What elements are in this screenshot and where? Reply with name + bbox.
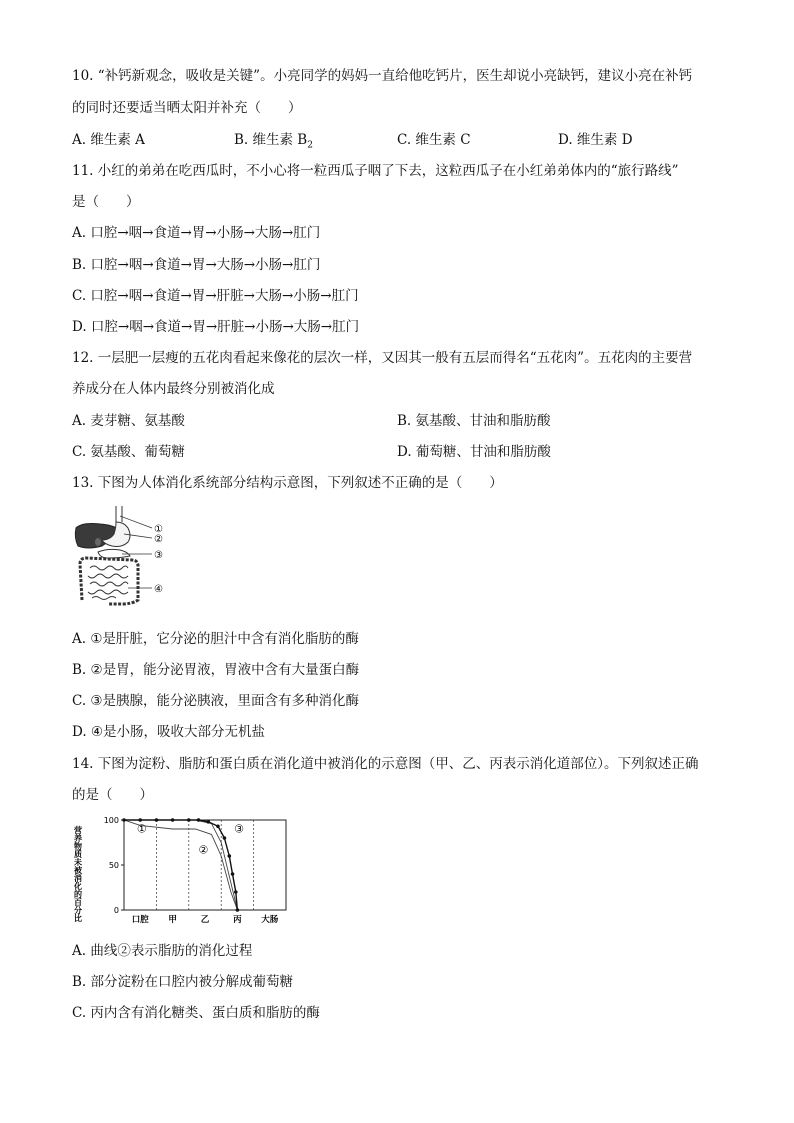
figure-label-4: ④ — [154, 584, 163, 595]
series-label-1: ① — [136, 822, 147, 836]
q10-line2: 的同时还要适当晒太阳并补充（ ） — [72, 100, 302, 116]
series-3-point — [187, 818, 191, 822]
y-axis-label: 营养物质未被消化的百分比 — [73, 826, 83, 922]
figure-label-2: ② — [154, 534, 163, 545]
q11-option-a: A. 口腔→咽→食道→胃→小肠→大肠→肛门 — [72, 225, 321, 241]
series-3-point — [197, 818, 201, 822]
y-tick-label: 50 — [108, 861, 119, 870]
q10-option-d: D. 维生素 D — [558, 132, 633, 148]
series-3-point — [216, 825, 220, 829]
series-3-point — [155, 818, 159, 822]
series-3-point — [122, 818, 126, 822]
x-tick-label: 大肠 — [261, 915, 279, 925]
q13-line1: 13. 下图为人体消化系统部分结构示意图，下列叙述不正确的是（ ） — [72, 475, 503, 491]
q11-option-c: C. 口腔→咽→食道→胃→肝脏→大肠→小肠→肛门 — [72, 288, 359, 304]
digestion-chart — [72, 812, 294, 930]
x-tick-label: 甲 — [168, 915, 177, 925]
x-tick-label: 丙 — [233, 915, 242, 925]
series-3-point — [234, 890, 238, 894]
y-tick-label: 100 — [103, 816, 119, 825]
series-3-point — [171, 818, 175, 822]
digestive-system-figure — [72, 504, 172, 606]
series-3-point — [228, 854, 232, 858]
q13-option-c: C. ③是胰腺，能分泌胰液，里面含有多种消化酶 — [72, 693, 360, 709]
series-label-2: ② — [198, 843, 209, 857]
y-tick-label: 0 — [113, 906, 119, 915]
q11-option-b: B. 口腔→咽→食道→胃→大肠→小肠→肛门 — [72, 257, 321, 273]
q11-line1: 11. 小红的弟弟在吃西瓜时，不小心将一粒西瓜子咽了下去，这粒西瓜子在小红弟弟体内的“旅行路线” — [72, 163, 679, 179]
q10-option-c: C. 维生素 C — [397, 132, 471, 148]
figure-label-1: ① — [154, 524, 163, 535]
series-3-point — [231, 872, 235, 876]
series-3-point — [223, 836, 227, 840]
series-3-point — [236, 908, 240, 912]
q10-option-b: B. 维生素 $B_2$ — [234, 132, 313, 151]
q12-line1: 12. 一层肥一层瘦的五花肉看起来像花的层次一样，又因其一般有五层而得名“五花肉”。五花肉的主要营 — [72, 350, 693, 366]
q14-line2: 的是（ ） — [72, 787, 153, 803]
plot-frame — [124, 820, 286, 910]
q11-option-d: D. 口腔→咽→食道→胃→肝脏→小肠→大肠→肛门 — [72, 319, 360, 335]
q12-line2: 养成分在人体内最终分别被消化成 — [72, 381, 275, 397]
q12-option-a: A. 麦芽糖、氨基酸 — [72, 413, 185, 429]
q10-line1: 10. “补钙新观念，吸收是关键”。小亮同学的妈妈一直给他吃钙片，医生却说小亮缺钙，建议小亮在补钙 — [72, 68, 693, 84]
x-tick-label: 乙 — [200, 915, 210, 925]
q12-option-c: C. 氨基酸、葡萄糖 — [72, 444, 185, 460]
q12-option-d: D. 葡萄糖、甘油和脂肪酸 — [397, 444, 551, 460]
q12-option-b: B. 氨基酸、甘油和脂肪酸 — [397, 413, 551, 429]
series-3-point — [206, 820, 210, 824]
q14-line1: 14. 下图为淀粉、脂肪和蛋白质在消化道中被消化的示意图（甲、乙、丙表示消化道部位）。下列叙述正确 — [72, 756, 699, 772]
b-subscript: 2 — [307, 140, 313, 151]
series-3-point — [138, 818, 142, 822]
small-intestine-shape — [88, 566, 128, 600]
q11-line2: 是（ ） — [72, 194, 140, 210]
q13-option-d: D. ④是小肠，吸收大部分无机盐 — [72, 724, 266, 740]
q13-option-a: A. ①是肝脏，它分泌的胆汁中含有消化脂肪的酶 — [72, 631, 359, 647]
q13-option-b: B. ②是胃，能分泌胃液，胃液中含有大量蛋白酶 — [72, 662, 360, 678]
q14-option-b: B. 部分淀粉在口腔内被分解成葡萄糖 — [72, 974, 294, 990]
series-label-3: ③ — [234, 822, 244, 836]
q10-option-a: A. 维生素 A — [72, 132, 145, 148]
figure-label-3: ③ — [154, 550, 163, 561]
q14-option-c: C. 丙内含有消化糖类、蛋白质和脂肪的酶 — [72, 1005, 320, 1021]
x-tick-label: 口腔 — [131, 915, 149, 925]
q14-option-a: A. 曲线②表示脂肪的消化过程 — [72, 943, 253, 959]
